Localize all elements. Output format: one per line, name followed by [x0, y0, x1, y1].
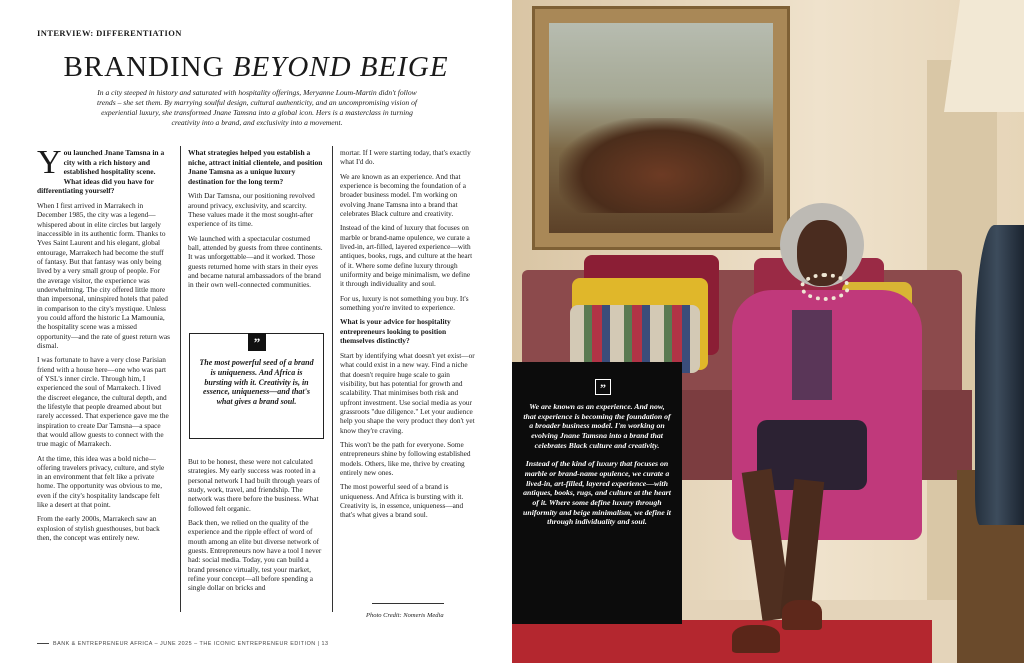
headline-part2: BEYOND BEIGE	[232, 51, 449, 83]
pull-quote-text: The most powerful seed of a brand is uniqueness. And Africa is bursting with it. Creativity is, in essence, uniqueness—and that's what gives a brand soul.	[199, 358, 314, 406]
paragraph: This won't be the path for everyone. Some entrepreneurs shine by following established models. Others, like me, thrive by creating entirely new ones.	[340, 439, 471, 477]
subject-shoe	[782, 600, 822, 630]
column-2	[188, 148, 323, 295]
quote-mark-icon: ”	[248, 333, 266, 351]
paragraph: I was fortunate to have a very close Parisian friend with a house here—one who was part of YSL's inner circle. Through him, I experienced the soul of Marrakech. I lived the discreet elegance, the cultural depth, and the lifestyle that people dreamed about but rarely accessed. That experience gave me the inspiration to create Dar Tamsna—a space that would allow guests to connect with the true magic of Marrakech.	[37, 355, 169, 449]
quote-card-text: We are known as an experience. And now, that experience is becoming the foundation of a broader business model. I'm working on evolving Jnane Tamsna into a brand that celebrates Black culture and creativity.	[523, 402, 671, 450]
quote-card	[512, 362, 682, 624]
question-1	[37, 144, 170, 196]
footer-text: BANK & ENTREPRENEUR AFRICA – JUNE 2025 – THE ICONIC ENTREPRENEUR EDITION | 13	[53, 641, 329, 647]
paragraph: But to be honest, these were not calculated strategies. My early success was rooted in a personal network I had built through years of study, work, travel, and friendship. The network was there before the business. What followed felt organic.	[188, 457, 320, 513]
paragraph: When I first arrived in Marrakech in December 1985, the city was a legend—whispered about in elite circles but largely inaccessible in its authentic form. Thanks to Yves Saint Laurent and his elegant, global entourage, Marrakech had become the stuff of fantasy. But that fantasy was only being lived by a very small group of people. For the average visitor, the experience was underwhelming. The city offered little more than impersonal, uninspired hotels that paled in comparison to the city's mystique. Unless you could afford the historic La Mamounia, the hospitality scene was a missed opportunity—and the rate of guest return was dismal.	[37, 200, 170, 350]
paragraph: From the early 2000s, Marrakech saw an explosion of stylish guesthouses, but back then, the concept was entirely new.	[37, 514, 160, 543]
paragraph: With Dar Tamsna, our positioning revolved around privacy, exclusivity, and scarcity. These values made it the most sought-after experience of its time.	[188, 191, 315, 229]
quote-card-text: Instead of the kind of luxury that focuses on marble or brand-name opulence, we curate a lived-in, art-filled, layered experience—with antiques, books, rugs, and culture at the heart of it. Where some define luxury through uniformity and beige minimalism, we define it through individuality and soul.	[523, 459, 671, 527]
headline-part1: BRANDING	[63, 51, 233, 83]
question-1-text: ou launched Jnane Tamsna in a city with a rich history and established hospitality scene. What ideas did you have for differentiating yourself?	[37, 148, 165, 196]
subject-shoe	[732, 625, 780, 653]
pull-quote	[189, 333, 324, 439]
credit-rule	[372, 603, 444, 604]
column-1	[37, 144, 170, 547]
column-divider	[180, 146, 181, 612]
section-label: INTERVIEW: DIFFERENTIATION	[37, 28, 182, 38]
standfirst: In a city steeped in history and saturated with hospitality offerings, Meryanne Loum-Martin didn't follow trends – she set them. By marrying soulful design, cultural authenticity, and an uncompromising vision of experiential luxury, she transformed Jnane Tamsna into a global icon. Hers is a masterclass in turning creativity into a brand, and exclusivity into a movement.	[96, 88, 418, 127]
column-3	[340, 148, 475, 525]
paragraph: At the time, this idea was a bold niche—offering travelers privacy, culture, and style in an environment that felt like a private home. The opportunity was obvious to me, even if the city's hospitality landscape felt like a desert at that point.	[37, 453, 165, 510]
paragraph: Start by identifying what doesn't yet exist—or what could exist in a new way. Find a niche that doesn't require huge scale to gain visibility, but has potential for growth and scalability. That minimises both risk and upfront investment. Use social media as your grassroots "due diligence." Let your audience help you shape the very product they don't yet know they're craving.	[340, 351, 475, 435]
subject-top	[792, 310, 832, 400]
page-title	[0, 53, 512, 82]
dropcap: Y	[37, 144, 62, 181]
footer-rule	[37, 643, 49, 644]
paragraph: We are known as an experience. And that experience is becoming the foundation of a broader business model. I'm working on evolving Jnane Tamsna into a brand that celebrates Black culture and creativity.	[340, 171, 467, 218]
question-3: What is your advice for hospitality entrepreneurs looking to position themselves distinctly?	[340, 317, 451, 346]
vase	[975, 225, 1024, 525]
paragraph: Instead of the kind of luxury that focuses on marble or brand-name opulence, we curate a lived-in, art-filled, layered experience—with antiques, books, rugs, and culture at the heart of it. Where some define luxury through uniformity and beige minimalism, we define it through individuality and soul.	[340, 223, 473, 289]
page-footer	[37, 641, 329, 647]
paragraph: The most powerful seed of a brand is uniqueness. And Africa is bursting with it. Creativity is, in essence, uniqueness—and that's what gives a brand soul.	[340, 482, 464, 520]
painting-figures	[559, 118, 764, 213]
photo-credit: Photo Credit: Nomeris Media	[366, 612, 444, 619]
paragraph: Back then, we relied on the quality of the experience and the ripple effect of word of mouth among an elite but diverse network of guests. Entrepreneurs now have a tool I never had: social media. Today, you can build a brand presence virtually, test your market, refine your concept—all before spending a single dollar on bricks and	[188, 517, 322, 593]
paragraph: For us, luxury is not something you buy. It's something you're invited to experience.	[340, 293, 469, 312]
paragraph: mortar. If I were starting today, that's exactly what I'd do.	[340, 148, 471, 167]
column-2-continued	[188, 457, 323, 598]
portrait-photo	[512, 0, 1024, 663]
paragraph: We launched with a spectacular costumed ball, attended by guests from three continents. It was unforgettable—and it worked. Those guests returned home with stars in their eyes and became natural ambassadors of the brand in their own well-connected communities.	[188, 233, 323, 290]
quote-mark-icon: ”	[595, 379, 611, 395]
column-divider	[332, 146, 333, 612]
question-2: What strategies helped you establish a niche, attract initial clientele, and position Jnane Tamsna as a unique luxury destination for the long term?	[188, 148, 323, 186]
subject-skirt	[757, 420, 867, 490]
rug	[512, 620, 932, 663]
painting-canvas	[549, 23, 773, 233]
painting	[532, 6, 790, 250]
subject-necklace	[800, 273, 850, 301]
